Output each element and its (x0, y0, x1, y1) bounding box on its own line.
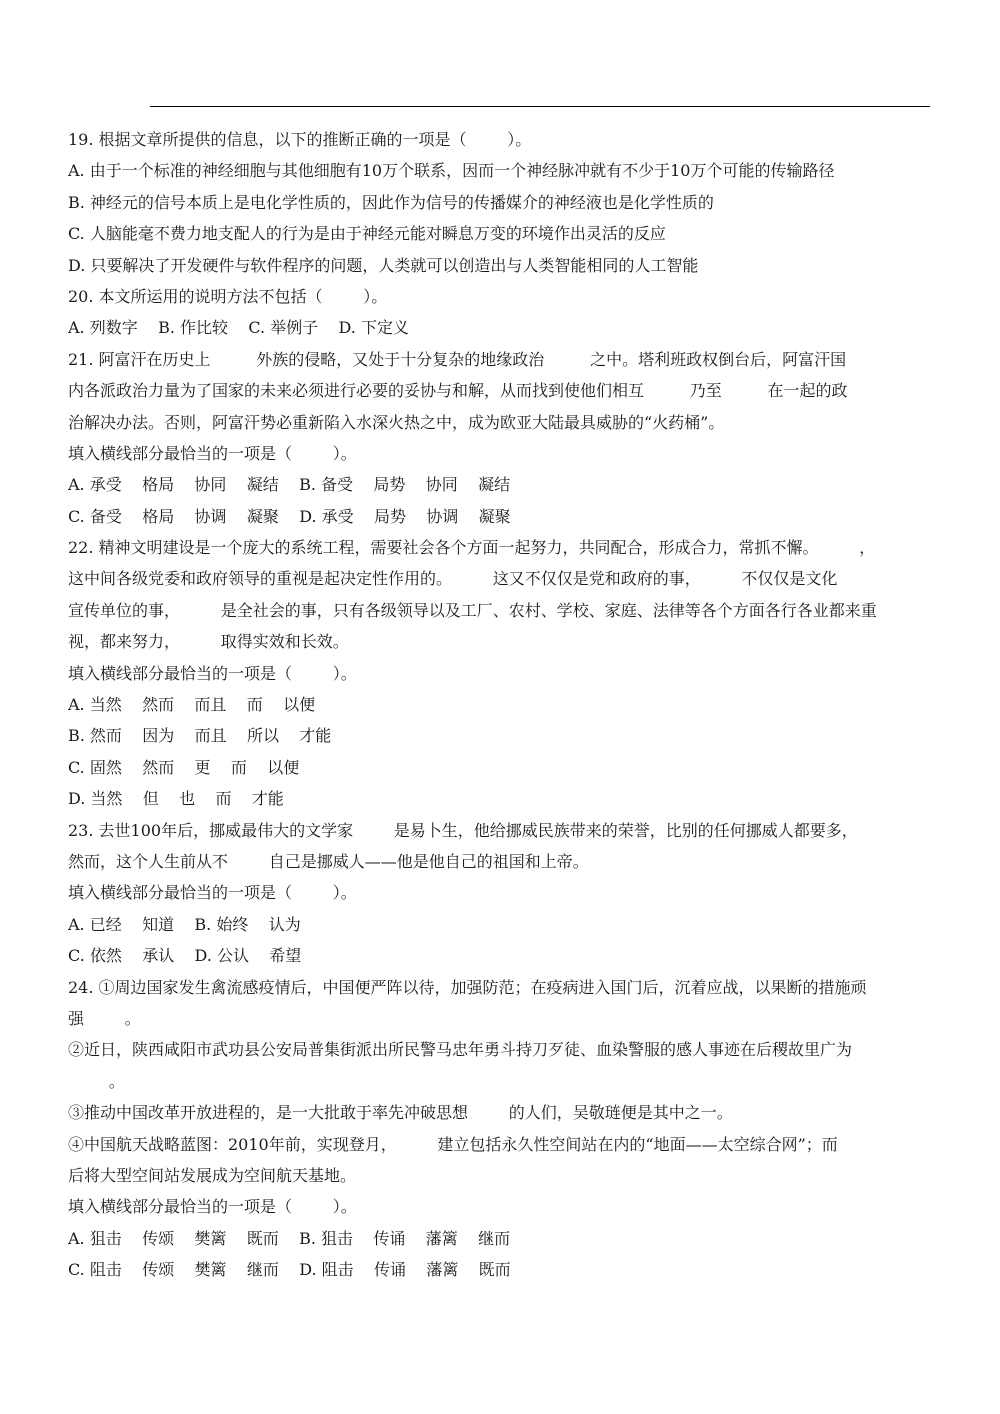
question-20-stem: 20. 本文所运用的说明方法不包括（ ）。 (68, 286, 388, 306)
question-24-options-ab: A. 狙击 传颂 樊篱 既而 B. 狙击 传诵 藩篱 继而 (68, 1228, 511, 1248)
question-24-options-cd: C. 阻击 传颂 樊篱 继而 D. 阻击 传诵 藩篱 既而 (68, 1260, 511, 1280)
question-22-text-4: 视，都来努力， 取得实效和长效。 (68, 632, 349, 652)
question-content (68, 124, 930, 1285)
question-23-prompt: 填入横线部分最恰当的一项是（ ）。 (68, 883, 357, 903)
question-21-text-2: 内各派政治力量为了国家的未来必须进行必要的妥协与和解，从而找到使他们相互 乃至 在一起的政 (68, 381, 848, 401)
question-24-item-3: ③推动中国改革开放进程的，是一大批敢于率先冲破思想 的人们，吴敬琏便是其中之一。 (68, 1103, 733, 1123)
question-23-text-2: 然而，这个人生前从不 自己是挪威人——他是他自己的祖国和上帝。 (68, 851, 589, 871)
option-22-b: B. 然而 因为 而且 所以 才能 (68, 726, 332, 746)
header-rule (150, 106, 930, 107)
option-22-c: C. 固然 然而 更 而 以便 (68, 757, 300, 777)
question-22-prompt: 填入横线部分最恰当的一项是（ ）。 (68, 663, 357, 683)
question-23-options-ab: A. 已经 知道 B. 始终 认为 (68, 914, 301, 934)
question-22-text-3: 宣传单位的事， 是全社会的事，只有各级领导以及工厂、农村、学校、家庭、法律等各个方面各行各业都来重 (68, 600, 877, 620)
question-21-prompt: 填入横线部分最恰当的一项是（ ）。 (68, 443, 357, 463)
question-24-item-4a: ④中国航天战略蓝图：2010年前，实现登月， 建立包括永久性空间站在内的“地面——太空综合网”；而 (68, 1134, 838, 1154)
question-21-text-1: 21. 阿富汗在历史上 外族的侵略，又处于十分复杂的地缘政治 之中。塔利班政权倒台后，阿富汗国 (68, 349, 847, 369)
question-22-text-2: 这中间各级党委和政府领导的重视是起决定性作用的。 这又不仅仅是党和政府的事， 不仅仅是文化 (68, 569, 838, 589)
question-21-options-ab: A. 承受 格局 协同 凝结 B. 备受 局势 协同 凝结 (68, 475, 511, 495)
option-19-a: A. 由于一个标准的神经细胞与其他细胞有10万个联系，因而一个神经脉冲就有不少于10万个可能的传输路径 (68, 161, 835, 181)
option-22-a: A. 当然 然而 而且 而 以便 (68, 695, 316, 715)
question-24-item-1b: 强 。 (68, 1008, 141, 1028)
question-19-stem: 19. 根据文章所提供的信息，以下的推断正确的一项是（ ）。 (68, 130, 532, 149)
option-19-b: B. 神经元的信号本质上是电化学性质的，因此作为信号的传播媒介的神经液也是化学性质的 (68, 192, 714, 212)
question-20-options: A. 列数字 B. 作比较 C. 举例子 D. 下定义 (68, 318, 409, 338)
question-22-text-1: 22. 精神文明建设是一个庞大的系统工程，需要社会各个方面一起努力，共同配合，形成合力，常抓不懈。 ， (68, 538, 876, 558)
question-24-item-4b: 后将大型空间站发展成为空间航天基地。 (68, 1165, 357, 1185)
question-23-options-cd: C. 依然 承认 D. 公认 希望 (68, 946, 302, 966)
question-21-options-cd: C. 备受 格局 协调 凝聚 D. 承受 局势 协调 凝聚 (68, 506, 511, 526)
question-24-item-1a: 24. ①周边国家发生禽流感疫情后，中国便严阵以待，加强防范；在疫病进入国门后，沉着应战，以果断的措施顽 (68, 977, 867, 997)
question-21-text-3: 治解决办法。否则，阿富汗势必重新陷入水深火热之中，成为欧亚大陆最具威胁的“火药桶”。 (68, 412, 725, 432)
option-22-d: D. 当然 但 也 而 才能 (68, 789, 284, 809)
question-24-item-2a: ②近日，陕西咸阳市武功县公安局普集街派出所民警马忠年勇斗持刀歹徒、血染警服的感人事迹在后稷故里广为 (68, 1040, 853, 1060)
option-19-c: C. 人脑能毫不费力地支配人的行为是由于神经元能对瞬息万变的环境作出灵活的反应 (68, 224, 666, 244)
question-23-text-1: 23. 去世100年后，挪威最伟大的文学家 是易卜生，他给挪威民族带来的荣誉，比别的任何挪威人都要多， (68, 820, 858, 840)
question-24-item-2b: 。 (68, 1071, 125, 1091)
question-24-prompt: 填入横线部分最恰当的一项是（ ）。 (68, 1197, 357, 1217)
option-19-d: D. 只要解决了开发硬件与软件程序的问题，人类就可以创造出与人类智能相同的人工智能 (68, 255, 699, 275)
